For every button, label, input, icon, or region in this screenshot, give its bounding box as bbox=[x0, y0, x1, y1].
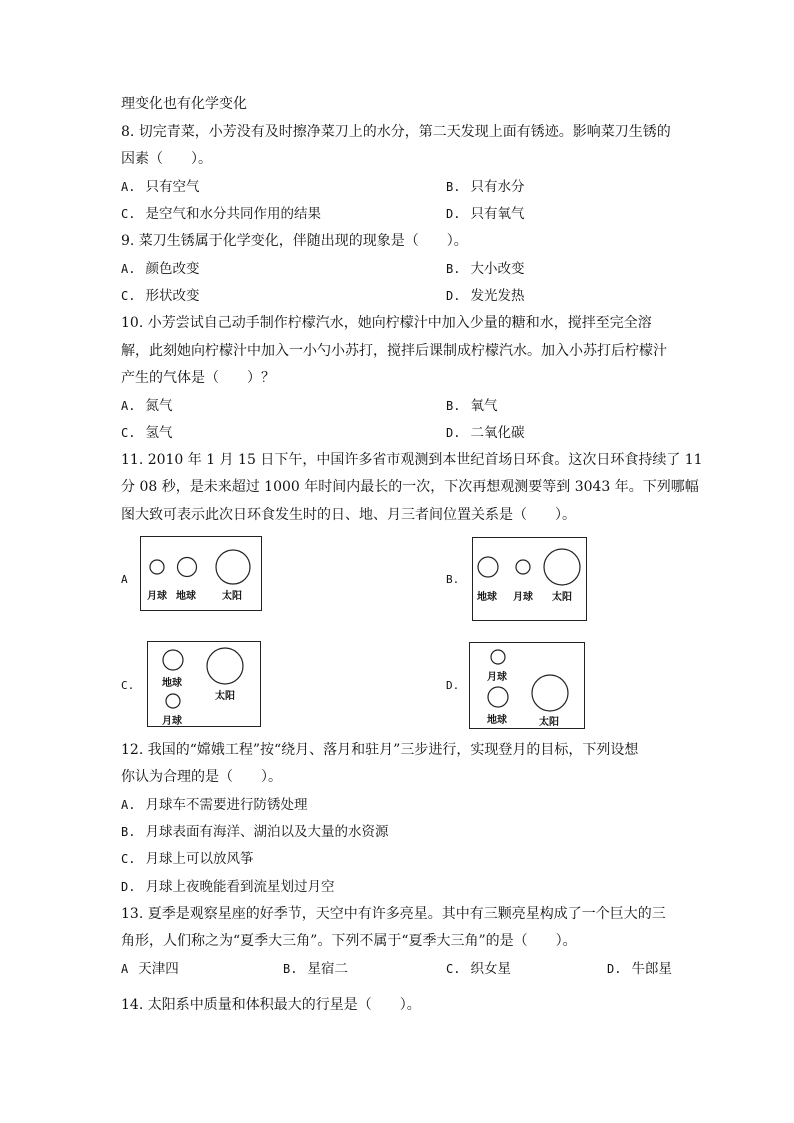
earth-circle bbox=[478, 557, 498, 577]
q11-option-c-diagram bbox=[147, 641, 261, 727]
option-text: 月球车不需要进行防锈处理 bbox=[145, 797, 308, 813]
moon-circle bbox=[491, 650, 505, 664]
question-8-stem: 8. 切完青菜，小芳没有及时擦净菜刀上的水分，第二天发现上面有锈迹。影响菜刀生锈的 bbox=[121, 124, 671, 140]
q12-option-b bbox=[121, 822, 388, 842]
q11-option-b-letter: B. bbox=[446, 573, 460, 586]
sun-circle bbox=[544, 549, 580, 585]
sun-label: 太阳 bbox=[215, 691, 235, 702]
option-text: 氧气 bbox=[470, 398, 498, 414]
option-text: 天津四 bbox=[138, 961, 179, 977]
option-letter: B. bbox=[446, 399, 461, 413]
sun-circle bbox=[532, 675, 568, 711]
q13-option-a bbox=[121, 959, 179, 979]
sun-label: 太阳 bbox=[222, 591, 242, 602]
question-10-stem: 解，此刻她向柠檬汁中加入一小勺小苏打，搅拌后课制成柠檬汽水。加入小苏打后柠檬汁 bbox=[121, 343, 667, 359]
q10-option-d bbox=[446, 423, 524, 443]
option-letter: D. bbox=[446, 289, 461, 303]
moon-circle bbox=[166, 694, 180, 708]
option-text: 月球上夜晚能看到流星划过月空 bbox=[145, 879, 335, 895]
question-10-stem: 产生的气体是（ ）？ bbox=[121, 370, 275, 386]
option-letter: B. bbox=[121, 825, 136, 839]
earth-label: 地球 bbox=[176, 591, 196, 602]
sun-circle bbox=[216, 550, 250, 584]
option-text: 月球上可以放风筝 bbox=[145, 851, 254, 867]
moon-label: 月球 bbox=[513, 592, 533, 603]
option-letter: C. bbox=[121, 426, 136, 440]
question-10-stem: 10. 小芳尝试自己动手制作柠檬汽水，她向柠檬汁中加入少量的糖和水，搅拌至完全溶 bbox=[121, 315, 652, 331]
moon-label: 月球 bbox=[162, 716, 182, 727]
option-text: 氮气 bbox=[145, 398, 173, 414]
q11-option-d-diagram bbox=[469, 642, 585, 729]
earth-circle bbox=[488, 687, 508, 707]
option-letter: A bbox=[121, 962, 129, 976]
option-text: 二氧化碳 bbox=[470, 425, 525, 441]
q9-option-d bbox=[446, 286, 524, 306]
q10-option-c bbox=[121, 423, 172, 443]
q8-option-c bbox=[121, 204, 321, 224]
diagram-figure bbox=[473, 538, 588, 622]
earth-circle bbox=[163, 650, 183, 670]
moon-label: 月球 bbox=[147, 591, 167, 602]
q12-option-a bbox=[121, 795, 307, 815]
q8-option-a bbox=[121, 177, 199, 197]
option-text: 发光发热 bbox=[470, 288, 525, 304]
option-letter: C. bbox=[446, 962, 461, 976]
question-13-stem: 角形，人们称之为“夏季大三角”。下列不属于“夏季大三角”的是（ ）。 bbox=[121, 933, 577, 949]
option-text: 氢气 bbox=[145, 425, 173, 441]
option-letter: D. bbox=[607, 962, 622, 976]
moon-label: 月球 bbox=[487, 672, 507, 683]
question-12-stem: 12. 我国的“嫦娥工程”按“绕月、落月和驻月”三步进行，实现登月的目标，下列设想 bbox=[121, 742, 639, 758]
question-11-stem: 分 08 秒，是未来超过 1000 年时间内最长的一次，下次再想观测要等到 3043 年。下列哪幅 bbox=[121, 479, 699, 495]
option-text: 织女星 bbox=[470, 961, 511, 977]
q9-option-a bbox=[121, 259, 199, 279]
option-text: 颜色改变 bbox=[145, 261, 200, 277]
option-text: 是空气和水分共同作用的结果 bbox=[145, 206, 321, 222]
moon-circle bbox=[150, 560, 164, 574]
question-12-stem: 你认为合理的是（ ）。 bbox=[121, 769, 282, 785]
q9-option-b bbox=[446, 259, 524, 279]
sun-label: 太阳 bbox=[539, 717, 559, 728]
earth-label: 地球 bbox=[487, 715, 507, 726]
q13-option-b bbox=[283, 959, 348, 979]
option-letter: D. bbox=[121, 880, 136, 894]
earth-circle bbox=[178, 558, 197, 577]
option-letter: A. bbox=[121, 262, 136, 276]
option-letter: B. bbox=[446, 180, 461, 194]
question-9-stem: 9. 菜刀生锈属于化学变化，伴随出现的现象是（ ）。 bbox=[121, 233, 468, 249]
option-text: 星宿二 bbox=[307, 961, 348, 977]
question-14-stem: 14. 太阳系中质量和体积最大的行星是（ ）。 bbox=[121, 997, 421, 1013]
option-letter: A. bbox=[121, 798, 136, 812]
option-text: 只有空气 bbox=[145, 179, 200, 195]
q8-option-b bbox=[446, 177, 524, 197]
q13-option-c bbox=[446, 959, 511, 979]
option-text: 只有氧气 bbox=[470, 206, 525, 222]
q11-option-a-diagram bbox=[140, 536, 262, 611]
option-text: 牛郎星 bbox=[631, 961, 672, 977]
option-text: 月球表面有海洋、湖泊以及大量的水资源 bbox=[145, 824, 389, 840]
q10-option-b bbox=[446, 396, 497, 416]
option-letter: A. bbox=[121, 399, 136, 413]
q11-option-b-diagram bbox=[472, 537, 587, 621]
earth-label: 地球 bbox=[477, 592, 497, 603]
q13-option-d bbox=[607, 959, 672, 979]
question-11-stem: 11. 2010 年 1 月 15 日下午，中国许多省市观测到本世纪首场日环食。这次日环食持续了 11 bbox=[121, 452, 703, 468]
q8-option-d bbox=[446, 204, 524, 224]
moon-circle bbox=[516, 560, 530, 574]
option-text: 只有水分 bbox=[470, 179, 525, 195]
option-letter: B. bbox=[283, 962, 298, 976]
earth-label: 地球 bbox=[162, 678, 182, 689]
option-text: 大小改变 bbox=[470, 261, 525, 277]
q10-option-a bbox=[121, 396, 172, 416]
option-letter: D. bbox=[446, 426, 461, 440]
option-text: 形状改变 bbox=[145, 288, 200, 304]
option-letter: D. bbox=[446, 207, 461, 221]
q11-option-d-letter: D. bbox=[446, 679, 460, 692]
q9-option-c bbox=[121, 286, 199, 306]
sun-label: 太阳 bbox=[552, 592, 572, 603]
q12-option-d bbox=[121, 877, 334, 897]
question-11-stem: 图大致可表示此次日环食发生时的日、地、月三者间位置关系是（ ）。 bbox=[121, 507, 576, 523]
text-line: 理变化也有化学变化 bbox=[121, 96, 247, 112]
question-8-stem: 因素（ ）。 bbox=[121, 151, 212, 167]
q11-option-c-letter: C. bbox=[121, 679, 135, 692]
option-letter: C. bbox=[121, 207, 136, 221]
question-13-stem: 13. 夏季是观察星座的好季节，天空中有许多亮星。其中有三颗亮星构成了一个巨大的三 bbox=[121, 906, 666, 922]
option-letter: C. bbox=[121, 289, 136, 303]
option-letter: B. bbox=[446, 262, 461, 276]
option-letter: C. bbox=[121, 852, 136, 866]
q11-option-a-letter: A bbox=[121, 573, 128, 586]
option-letter: A. bbox=[121, 180, 136, 194]
sun-circle bbox=[207, 648, 243, 684]
q12-option-c bbox=[121, 849, 253, 869]
